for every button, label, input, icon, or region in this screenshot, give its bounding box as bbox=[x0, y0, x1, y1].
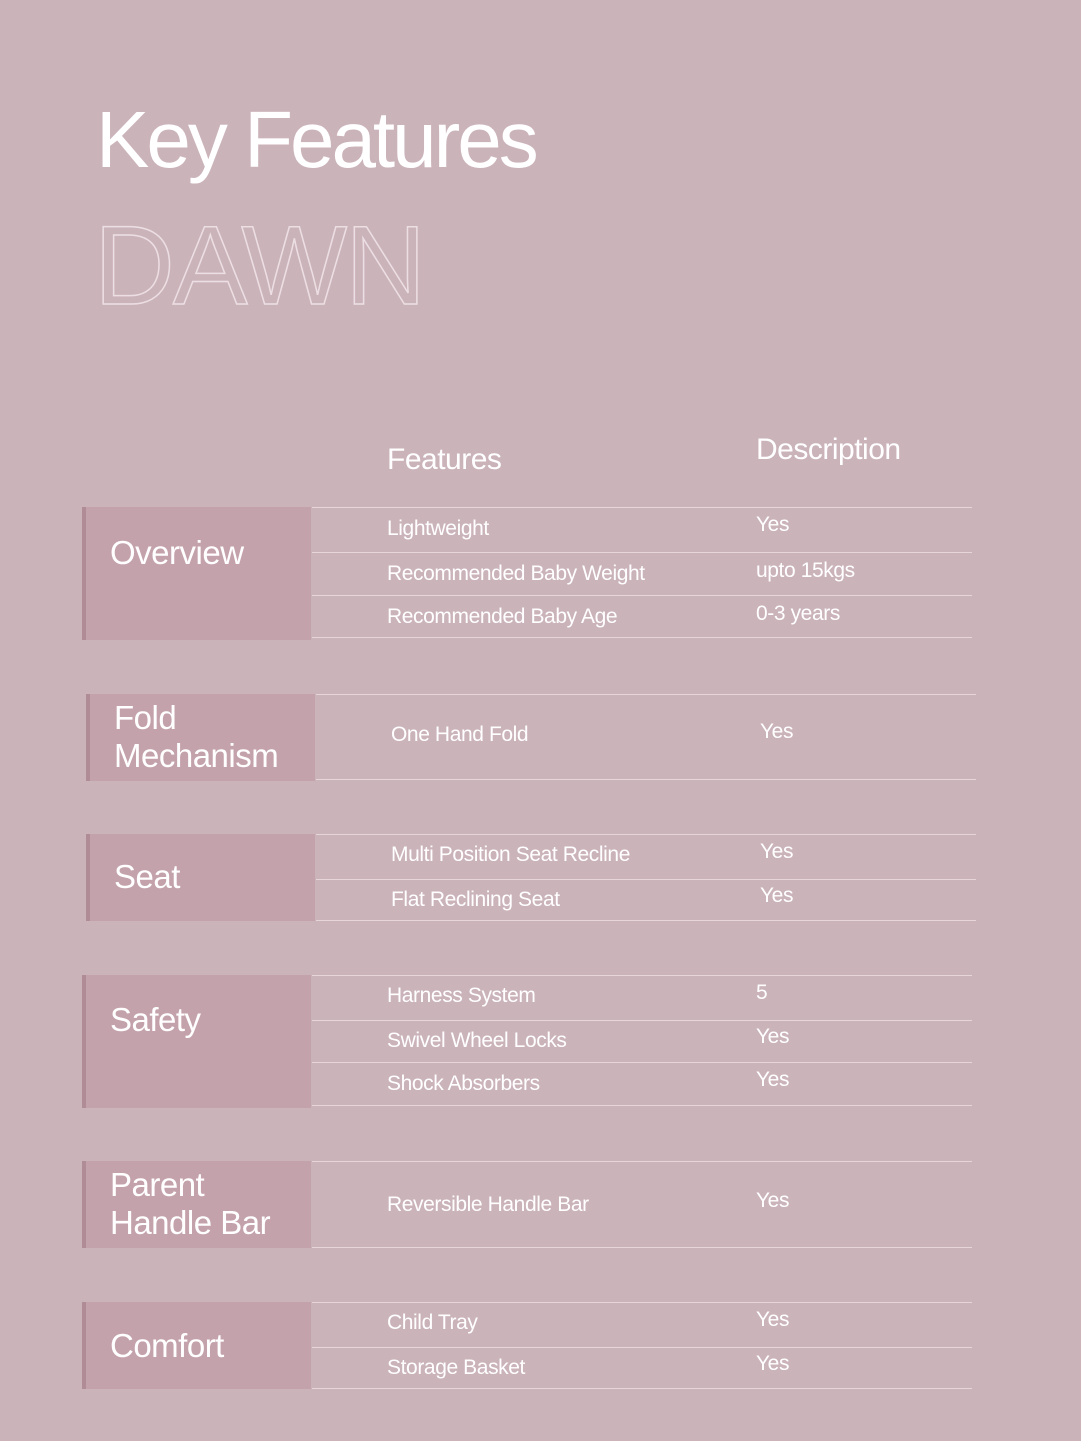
table-row bbox=[312, 975, 972, 1020]
feature-name: Flat Reclining Seat bbox=[391, 888, 560, 911]
category-box bbox=[82, 1302, 311, 1389]
feature-value: upto 15kgs bbox=[756, 559, 855, 582]
table-row bbox=[312, 1161, 972, 1248]
description-column-header: Description bbox=[756, 433, 901, 466]
feature-name: Swivel Wheel Locks bbox=[387, 1029, 567, 1052]
table-row bbox=[312, 507, 972, 552]
feature-name: Recommended Baby Weight bbox=[387, 562, 645, 585]
feature-value: Yes bbox=[756, 1308, 790, 1331]
feature-name: Recommended Baby Age bbox=[387, 605, 618, 628]
category-label: Seat bbox=[114, 858, 180, 895]
feature-value: Yes bbox=[760, 840, 794, 863]
feature-value: Yes bbox=[756, 1025, 790, 1048]
feature-value: Yes bbox=[756, 1068, 790, 1091]
category-label: Comfort bbox=[110, 1327, 224, 1364]
category-label: Overview bbox=[110, 534, 244, 571]
product-name-outline: DAWN bbox=[94, 203, 425, 328]
category-label: Parent Handle Bar bbox=[110, 1166, 271, 1241]
table-row bbox=[316, 879, 976, 921]
category-label: Fold Mechanism bbox=[114, 699, 279, 774]
feature-name: Storage Basket bbox=[387, 1356, 525, 1379]
table-row bbox=[312, 595, 972, 638]
table-row bbox=[316, 694, 976, 780]
category-label: Safety bbox=[110, 1001, 201, 1038]
table-row bbox=[312, 1347, 972, 1389]
feature-value: Yes bbox=[760, 720, 794, 743]
feature-name: One Hand Fold bbox=[391, 723, 529, 746]
page-title: Key Features bbox=[96, 95, 536, 184]
feature-name: Lightweight bbox=[387, 517, 489, 540]
feature-name: Child Tray bbox=[387, 1311, 478, 1334]
feature-name: Reversible Handle Bar bbox=[387, 1193, 589, 1216]
feature-value: Yes bbox=[756, 1352, 790, 1375]
category-box bbox=[86, 694, 315, 781]
feature-name: Harness System bbox=[387, 984, 536, 1007]
table-row bbox=[312, 1302, 972, 1347]
feature-value: Yes bbox=[756, 513, 790, 536]
features-column-header: Features bbox=[387, 443, 502, 476]
feature-value: Yes bbox=[756, 1189, 790, 1212]
feature-value: Yes bbox=[760, 884, 794, 907]
table-row bbox=[312, 1062, 972, 1106]
feature-name: Shock Absorbers bbox=[387, 1072, 540, 1095]
category-box bbox=[82, 507, 311, 640]
feature-name: Multi Position Seat Recline bbox=[391, 843, 630, 866]
category-box bbox=[82, 1161, 311, 1248]
table-row bbox=[312, 1020, 972, 1062]
table-row bbox=[316, 834, 976, 879]
category-box bbox=[82, 975, 311, 1108]
category-box bbox=[86, 834, 315, 921]
table-row bbox=[312, 552, 972, 595]
feature-value: 5 bbox=[756, 981, 768, 1004]
feature-value: 0-3 years bbox=[756, 602, 840, 625]
